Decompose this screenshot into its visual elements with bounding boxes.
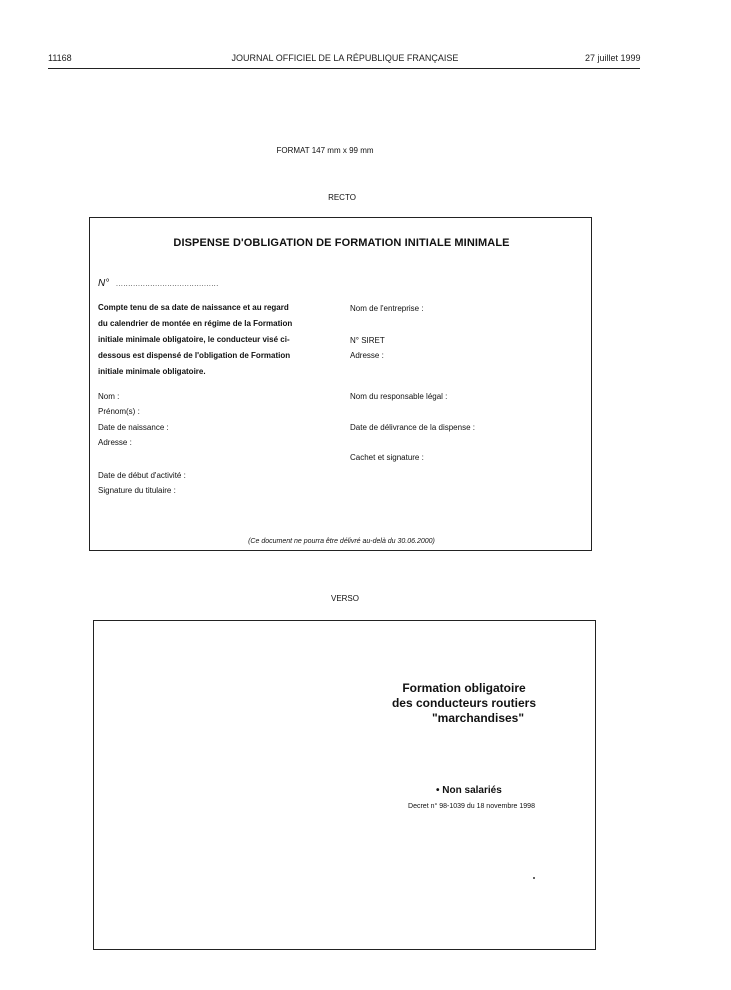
verso-title-line: "marchandises" [431,711,525,725]
page-number: 11168 [48,53,72,63]
recto-label: RECTO [328,193,356,202]
number-dots: .......................................... [116,281,219,288]
field-nom: Nom : [98,392,120,401]
notice-line: initiale minimale obligatoire, le conducteur visé ci- [98,335,290,344]
recto-card [89,217,592,551]
field-signature-titulaire: Signature du titulaire : [98,486,176,495]
field-adresse-entreprise: Adresse : [350,351,384,360]
field-cachet-signature: Cachet et signature : [350,453,424,462]
field-adresse-titulaire: Adresse : [98,438,132,447]
category-label: Non salariés [442,785,502,796]
field-responsable-legal: Nom du responsable légal : [350,392,448,401]
bullet-icon: • [436,785,440,796]
field-date-debut: Date de début d'activité : [98,471,186,480]
verso-card [93,620,596,950]
notice-line: dessous est dispensé de l'obligation de Formation [98,351,291,360]
verso-title-block [389,681,539,726]
notice-line: Compte tenu de sa date de naissance et au regard [98,303,289,312]
number-label: N° [98,278,110,289]
notice-line: initiale minimale obligatoire. [98,367,206,376]
field-entreprise: Nom de l'entreprise : [350,304,424,313]
recto-title: DISPENSE D'OBLIGATION DE FORMATION INITIALE MINIMALE [173,237,510,249]
notice-line: du calendrier de montée en régime de la Formation [98,319,293,328]
verso-title-line: Formation obligatoire [402,681,526,695]
format-label: FORMAT 147 mm x 99 mm [276,146,374,155]
number-row [98,278,219,289]
field-date-delivrance: Date de délivrance de la dispense : [350,423,475,432]
category-row [436,785,502,796]
journal-title: JOURNAL OFFICIEL DE LA RÉPUBLIQUE FRANÇAISE [231,53,459,63]
notice-text [98,300,292,380]
scan-speck [533,877,535,879]
verso-label: VERSO [330,594,359,603]
field-date-naissance: Date de naissance : [98,423,169,432]
field-prenom: Prénom(s) : [98,407,140,416]
decree-reference: Decret n° 98-1039 du 18 novembre 1998 [408,803,535,810]
issue-date: 27 juillet 1999 [585,53,641,63]
field-siret: N° SIRET [350,336,385,345]
header-rule [48,68,640,69]
recto-footnote: (Ce document ne pourra être délivré au-delà du 30.06.2000) [248,538,435,545]
verso-title-line: des conducteurs routiers [391,696,537,710]
